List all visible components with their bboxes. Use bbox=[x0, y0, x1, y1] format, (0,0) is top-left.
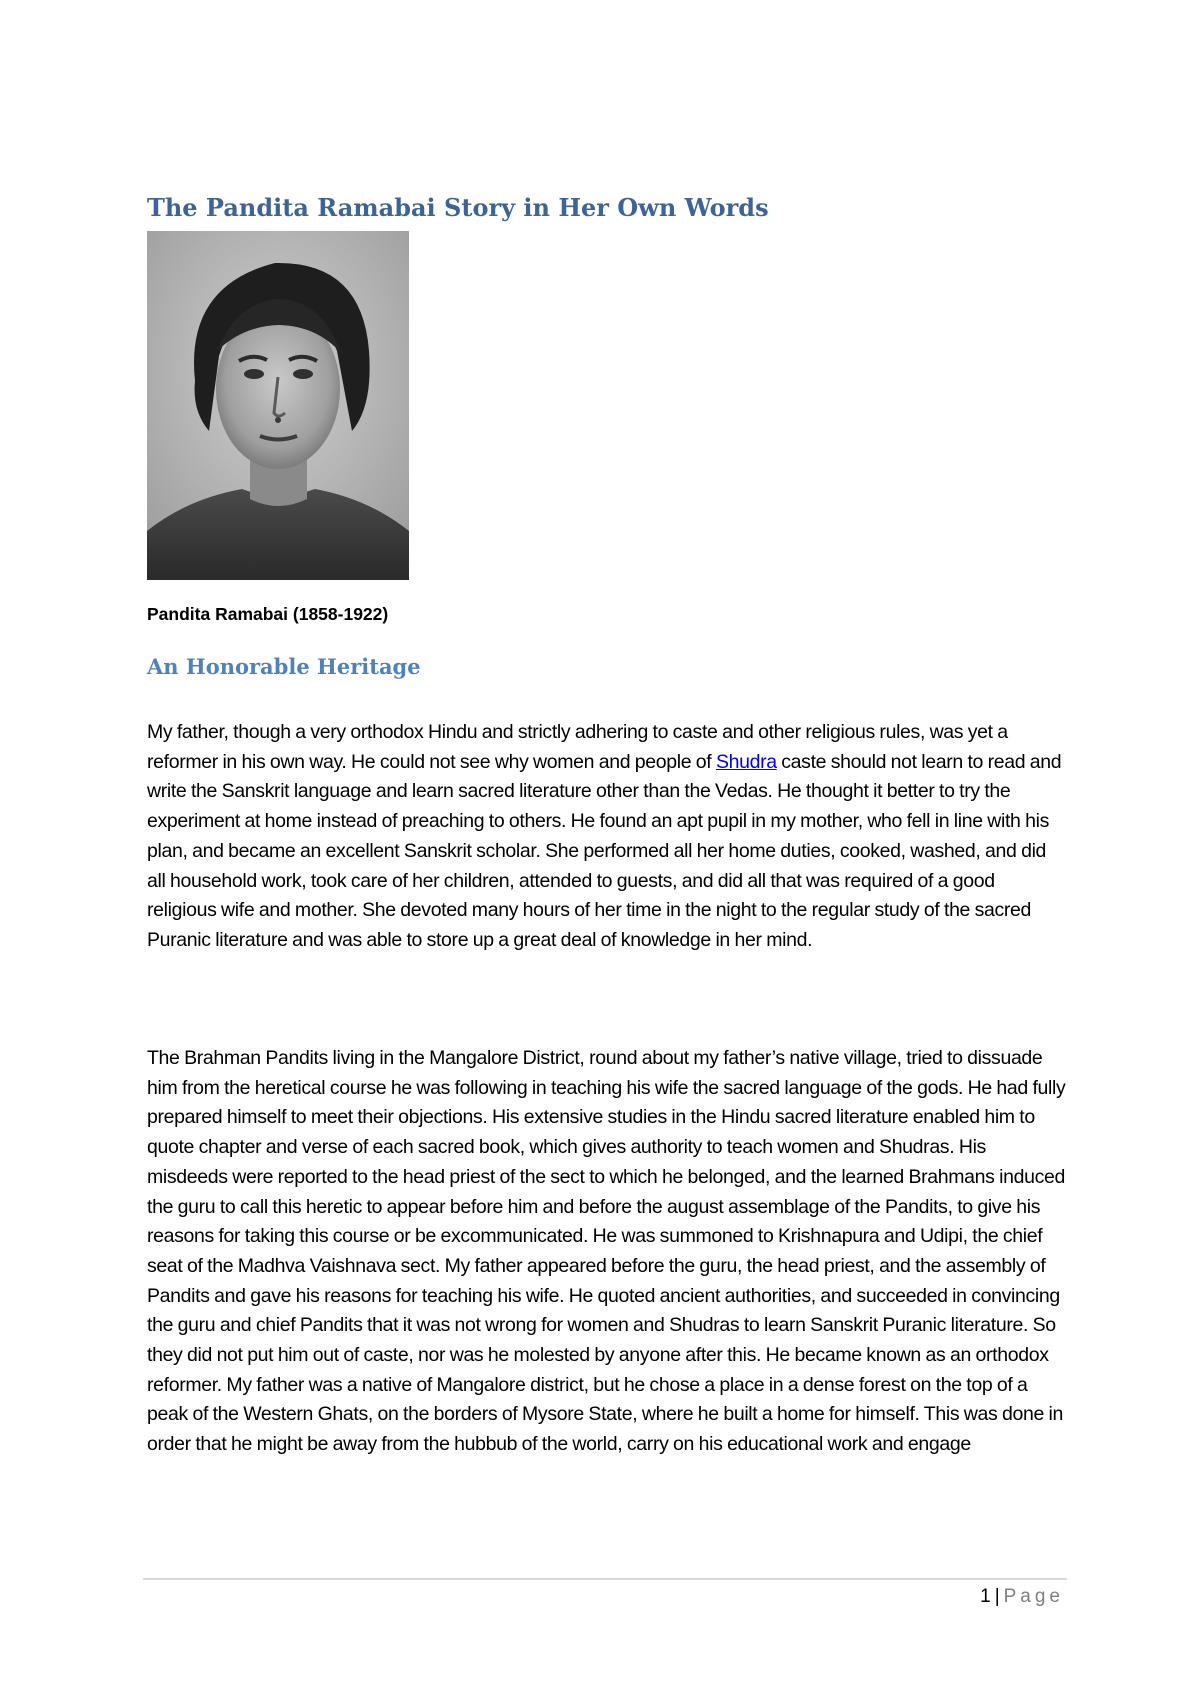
paragraph-1-text-b: caste should not learn to read and write the Sanskrit language and learn sacred literature other than the Vedas. He thought it better to try the experiment at home instead of preaching to others. He found an apt pupil in my mother, who fell in line with his plan, and became an excellent Sanskrit scholar. She performed all her home duties, cooked, washed, and did all household work, took care of her children, attended to guests, and did all that was required of a good religious wife and mother. She devoted many hours of her time in the night to the regular study of the sacred Puranic literature and was able to store up a great deal of knowledge in her mind. bbox=[147, 750, 1062, 951]
paragraph-1 bbox=[147, 718, 1067, 956]
document-title: The Pandita Ramabai Story in Her Own Words bbox=[147, 193, 769, 222]
section-heading: An Honorable Heritage bbox=[147, 654, 421, 679]
paragraph-2: The Brahman Pandits living in the Mangalore District, round about my father’s native village, tried to dissuade him from the heretical course he was following in teaching his wife the sacred language of the gods. He had fully prepared himself to meet their objections. His extensive studies in the Hindu sacred literature enabled him to quote chapter and verse of each sacred book, which gives authority to teach women and Shudras. His misdeeds were reported to the head priest of the sect to which he belonged, and the learned Brahmans induced the guru to call this heretic to appear before him and before the august assemblage of the Pandits, to give his reasons for taking this course or be excommunicated. He was summoned to Krishnapura and Udipi, the chief seat of the Madhva Vaishnava sect. My father appeared before the guru, the head priest, and the assembly of Pandits and gave his reasons for teaching his wife. He quoted ancient authorities, and succeeded in convincing the guru and chief Pandits that it was not wrong for women and Shudras to learn Sanskrit Puranic literature. So they did not put him out of caste, nor was he molested by anyone after this. He became known as an orthodox reformer. My father was a native of Mangalore district, but he chose a place in a dense forest on the top of a peak of the Western Ghats, on the borders of Mysore State, where he built a home for himself. This was done in order that he might be away from the hubbub of the world, carry on his educational work and engage bbox=[147, 1047, 1066, 1456]
page-number: 1 bbox=[980, 1586, 991, 1607]
shudra-link[interactable]: Shudra bbox=[715, 750, 777, 773]
footer-separator: | bbox=[994, 1586, 1000, 1607]
page-footer bbox=[980, 1586, 1064, 1608]
footer-divider bbox=[143, 1578, 1067, 1580]
portrait-caption: Pandita Ramabai (1858-1922) bbox=[147, 604, 389, 624]
paragraph-1-text-a: My father, though a very orthodox Hindu and strictly adhering to caste and other religious rules, was yet a reformer in his own way. He could not see why women and people of bbox=[147, 721, 1008, 773]
page-label: Page bbox=[1003, 1586, 1064, 1607]
portrait-photo bbox=[147, 231, 409, 580]
